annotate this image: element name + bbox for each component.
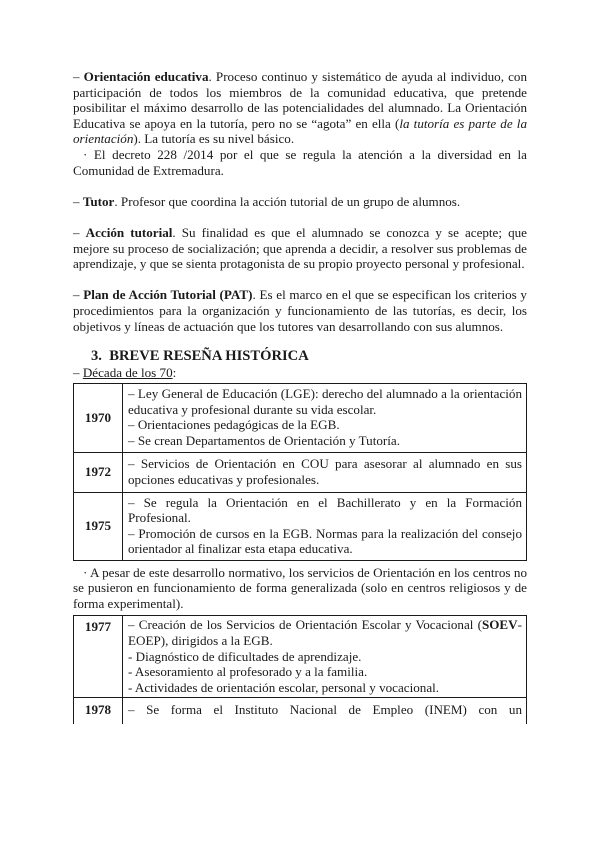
- definition-pat: – Plan de Acción Tutorial (PAT). Es el marco en el que se especifican los criterios y procedimientos para la organización y funcionamiento de las tutorías, es decir, los objetivos y líneas de actuación que los tutores van desarrollando con sus alumnos.: [73, 287, 527, 334]
- list-item: - Diagnóstico de dificultades de aprendizaje.: [128, 648, 362, 664]
- list-item: – Se forma el Instituto Nacional de Empleo (INEM) con un: [128, 702, 522, 718]
- list-item: – Se regula la Orientación en el Bachillerato y en la Formación Profesional.: [128, 494, 522, 526]
- list-item: – Se crean Departamentos de Orientación y Tutoría.: [128, 432, 400, 448]
- section-heading: 3. BREVE RESEÑA HISTÓRICA: [91, 348, 309, 365]
- decade-label: – Década de los 70:: [73, 365, 177, 381]
- year-cell: 1972: [74, 452, 123, 492]
- timeline-table-1977: [73, 615, 527, 724]
- year-cell: 1975: [74, 492, 123, 560]
- year-cell: 1977: [74, 616, 123, 698]
- description-cell: [123, 698, 527, 725]
- definition-orientacion: – Orientación educativa. Proceso continuo y sistemático de ayuda al individuo, con participación de todos los miembros de la comunidad educativa, que pretende posibilitar el máximo desarrollo de las potencialidades del alumnado. La Orientación Educativa se apoya en la tutoría, pero no se “agota” en ella (la tutoría es parte de la orientación). La tutoría es su nivel básico.: [73, 69, 527, 147]
- table-row: [74, 492, 527, 560]
- list-item: – Ley General de Educación (LGE): derecho del alumnado a la orientación educativa y profesional durante su vida escolar.: [128, 386, 522, 417]
- year-cell: 1978: [74, 698, 123, 725]
- document-page: [73, 69, 527, 724]
- decree-note: · El decreto 228 /2014 por el que se regula la atención a la diversidad en la Comunidad de Extremadura.: [73, 146, 527, 178]
- description-cell: [123, 383, 527, 452]
- table-row: [74, 698, 527, 725]
- description-cell: [123, 616, 527, 698]
- table-row: [74, 383, 527, 452]
- list-item: – Creación de los Servicios de Orientación Escolar y Vocacional (SOEV- EOEP), dirigidos a la EGB.: [128, 617, 522, 649]
- year-cell: 1970: [74, 383, 123, 452]
- timeline-table-70s: [73, 383, 527, 561]
- definition-accion-tutorial: – Acción tutorial. Su finalidad es que el alumnado se conozca y se acepte; que mejore su proceso de socialización; que aprenda a decidir, a resolver sus problemas de aprendizaje, y que se sienta protagonista de su propio proyecto personal y profesional.: [73, 224, 527, 272]
- definition-tutor: – Tutor. Profesor que coordina la acción tutorial de un grupo de alumnos.: [73, 193, 461, 209]
- table-row: [74, 452, 527, 492]
- list-item: – Promoción de cursos en la EGB. Normas para la realización del consejo orientador al finalizar esta etapa educativa.: [128, 525, 522, 557]
- description-cell: [123, 492, 527, 560]
- list-item: – Servicios de Orientación en COU para asesorar al alumnado en sus opciones educativas y profesionales.: [128, 456, 522, 487]
- list-item: - Asesoramiento al profesorado y a la familia.: [128, 664, 368, 680]
- description-cell: [123, 452, 527, 492]
- list-item: – Orientaciones pedagógicas de la EGB.: [128, 417, 340, 433]
- table-row: [74, 616, 527, 698]
- list-item: - Actividades de orientación escolar, personal y vocacional.: [128, 679, 440, 695]
- historical-note: · A pesar de este desarrollo normativo, los servicios de Orientación en los centros no se pusieron en funcionamiento de forma generalizada (solo en centros religiosos y de forma experimental).: [73, 564, 527, 611]
